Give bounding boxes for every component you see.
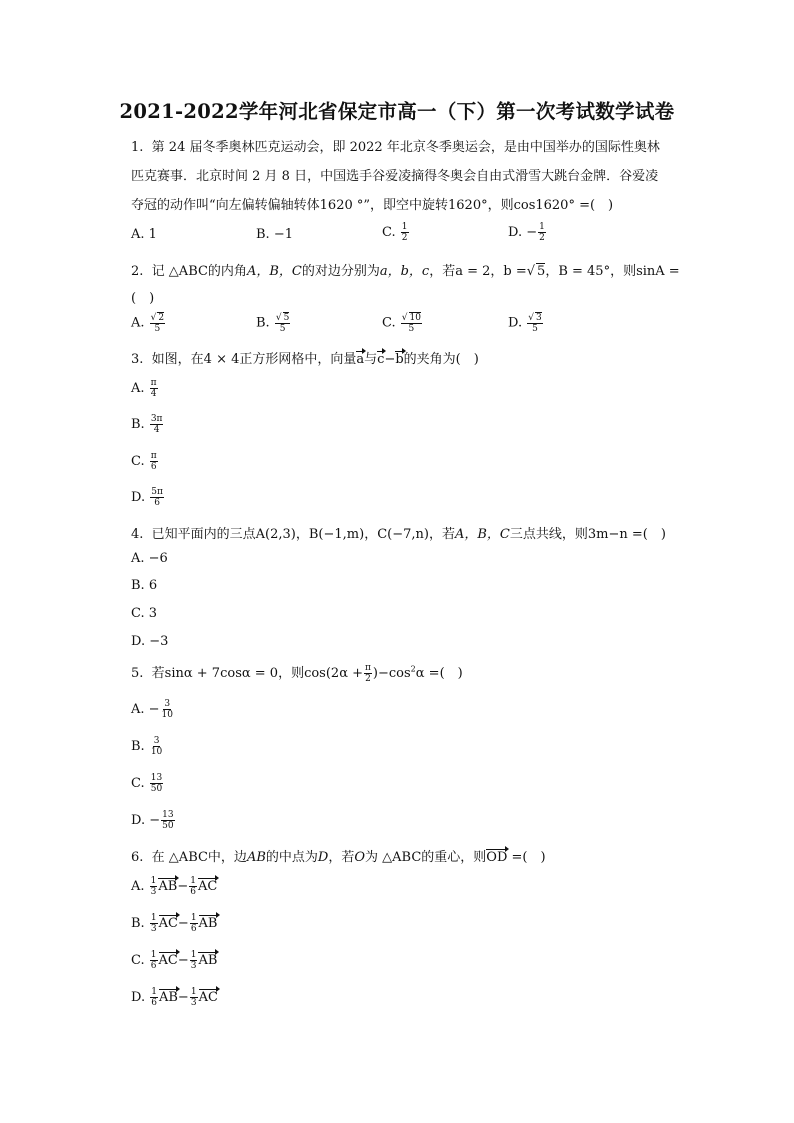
fraction: $\frac{5\pi}{6}$ bbox=[151, 487, 163, 508]
fraction: $\frac{√ 5}{5}$ bbox=[275, 313, 290, 334]
q6-option-d[interactable]: D. $\frac{1}{6}$ AB− $\frac{1}{3}$ AC bbox=[131, 987, 218, 1008]
fraction: $\frac{13}{50}$ bbox=[162, 810, 174, 831]
fraction: $\frac{1}{3}$ bbox=[190, 950, 197, 971]
fraction: $\frac{1}{6}$ bbox=[190, 913, 197, 934]
q4-number: 4. bbox=[131, 527, 144, 542]
fraction: $\frac{1}{3}$ bbox=[150, 876, 157, 897]
fraction: $\frac{\pi}{6}$ bbox=[150, 451, 157, 472]
vector-a: a bbox=[356, 352, 365, 367]
vector-b: b bbox=[395, 352, 404, 367]
fraction: $\frac{3}{10}$ bbox=[161, 699, 173, 720]
q1-option-c[interactable]: C. $\frac{1}{2}$ bbox=[382, 222, 408, 243]
fraction: $\frac{\pi}{2}$ bbox=[365, 663, 371, 684]
fraction: $\frac{13}{50}$ bbox=[150, 773, 163, 794]
fraction: $\frac{1}{6}$ bbox=[190, 876, 196, 897]
q3-option-b[interactable]: B. $\frac{3\pi}{4}$ bbox=[131, 414, 163, 435]
q2-option-d[interactable]: D. $\frac{√ 3}{5}$ bbox=[508, 313, 542, 334]
q2-option-a[interactable]: A. $\frac{√ 2}{5}$ bbox=[131, 313, 165, 334]
q5-number: 5. bbox=[131, 666, 144, 681]
q1-line1: 1. 第 24 届冬季奥林匹克运动会，即 2022 年北京冬季奥运会，是由中国举办的国际性奥林 bbox=[131, 140, 660, 155]
q2-line1: 2. 记 △ABC的内角A，B，C的对边分别为a，b，c，若a = 2，b =√ 5，B = 45°，则sinA = bbox=[131, 264, 680, 279]
q1-option-d[interactable]: D. − $\frac{1}{2}$ bbox=[508, 222, 545, 243]
vector-c: c bbox=[377, 352, 385, 367]
q2-option-b[interactable]: B. $\frac{√ 5}{5}$ bbox=[256, 313, 290, 334]
fraction: $\frac{1}{3}$ bbox=[190, 987, 197, 1008]
q2-option-c[interactable]: C. $\frac{√ 10}{5}$ bbox=[382, 313, 421, 334]
q3-option-d[interactable]: D. $\frac{5\pi}{6}$ bbox=[131, 487, 163, 508]
q4-option-b[interactable]: B. 6 bbox=[131, 578, 158, 593]
q4-option-d[interactable]: D. −3 bbox=[131, 634, 169, 649]
q6-number: 6. bbox=[131, 850, 144, 865]
page-title: 2021-2022学年河北省保定市高一（下）第一次考试数学试卷 bbox=[119, 100, 675, 123]
q6-line1: 6. 在 △ABC中，边AB的中点为D，若O为 △ABC的重心，则OD =( ) bbox=[131, 850, 546, 865]
vector-od: OD bbox=[486, 850, 508, 865]
q5-option-b[interactable]: B. $\frac{3}{10}$ bbox=[131, 736, 163, 757]
q1-line3: 夺冠的动作叫“向左偏转偏轴转体1620 °”，即空中旋转1620°，则cos1620° =( ) bbox=[131, 198, 614, 213]
q1-line2: 匹克赛事．北京时间 2 月 8 日，中国选手谷爱凌摘得冬奥会自由式滑雪大跳台金牌．谷爱凌 bbox=[131, 169, 659, 184]
q3-option-c[interactable]: C. $\frac{\pi}{6}$ bbox=[131, 451, 157, 472]
q3-option-a[interactable]: A. $\frac{\pi}{4}$ bbox=[131, 378, 157, 399]
q6-option-a[interactable]: A. $\frac{1}{3}$ AB− $\frac{1}{6}$ AC bbox=[131, 876, 218, 897]
fraction: $\frac{1}{2}$ bbox=[401, 222, 408, 243]
fraction: $\frac{√ 3}{5}$ bbox=[528, 313, 542, 334]
fraction: $\frac{1}{6}$ bbox=[151, 987, 157, 1008]
q5-option-d[interactable]: D. − $\frac{13}{50}$ bbox=[131, 810, 174, 831]
q1-option-a[interactable]: A. 1 bbox=[131, 227, 157, 242]
q1-option-b[interactable]: B. −1 bbox=[256, 227, 293, 242]
q6-option-b[interactable]: B. $\frac{1}{3}$ AC− $\frac{1}{6}$ AB bbox=[131, 913, 218, 934]
fraction: $\frac{1}{6}$ bbox=[150, 950, 157, 971]
q2-number: 2. bbox=[131, 264, 144, 279]
q3-number: 3. bbox=[131, 352, 144, 367]
fraction: $\frac{\pi}{4}$ bbox=[150, 378, 157, 399]
q4-option-c[interactable]: C. 3 bbox=[131, 606, 158, 621]
fraction: $\frac{√ 10}{5}$ bbox=[401, 313, 421, 334]
q4-option-a[interactable]: A. −6 bbox=[131, 551, 168, 566]
q2-line2: ( ) bbox=[131, 291, 155, 306]
q5-option-a[interactable]: A. − $\frac{3}{10}$ bbox=[131, 699, 173, 720]
q3-line1: 3. 如图，在4 × 4正方形网格中，向量a与c−b的夹角为( ) bbox=[131, 352, 479, 367]
fraction: $\frac{1}{2}$ bbox=[539, 222, 545, 243]
q1-number: 1. bbox=[131, 140, 144, 155]
fraction: $\frac{1}{3}$ bbox=[150, 913, 157, 934]
fraction: $\frac{3\pi}{4}$ bbox=[150, 414, 163, 435]
q5-line1: 5. 若sinα + 7cosα = 0，则cos(2α + $\frac{\pi}{2}$ )$-\cos^2\alpha$ =( ) bbox=[131, 663, 463, 684]
q6-option-c[interactable]: C. $\frac{1}{6}$ AC− $\frac{1}{3}$ AB bbox=[131, 950, 218, 971]
q4-line1: 4. 已知平面内的三点A(2,3)，B(−1,m)，C(−7,n)，若A，B，C三点共线，则3m−n =( ) bbox=[131, 527, 666, 542]
fraction: $\frac{√ 2}{5}$ bbox=[150, 313, 165, 334]
fraction: $\frac{3}{10}$ bbox=[150, 736, 163, 757]
q5-option-c[interactable]: C. $\frac{13}{50}$ bbox=[131, 773, 163, 794]
